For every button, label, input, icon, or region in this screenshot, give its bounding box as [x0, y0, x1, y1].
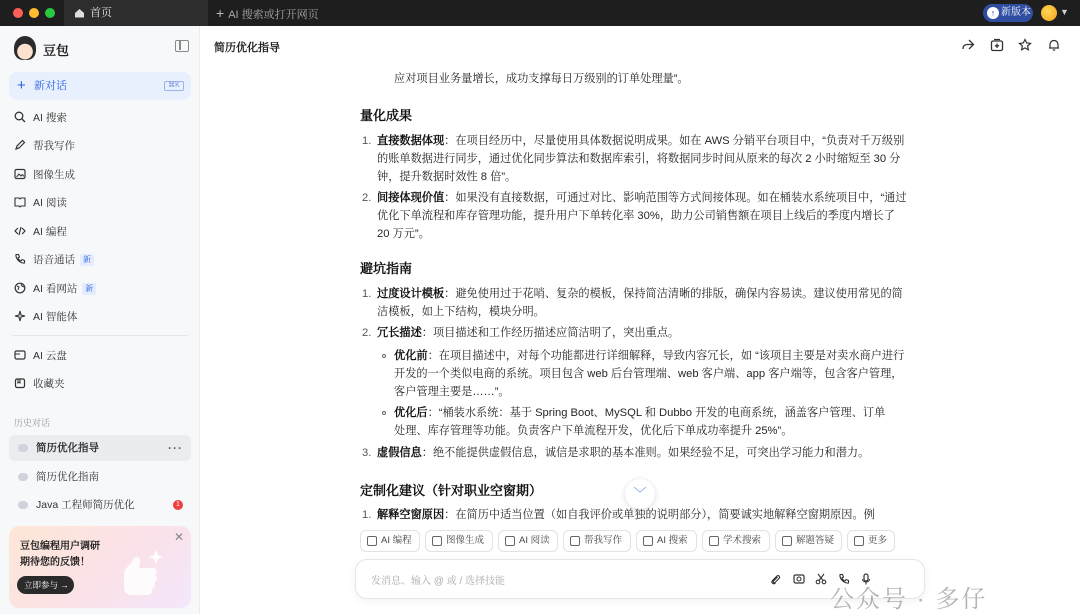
item-text: ：避免使用过于花哨、复杂的模板，保持简洁清晰的排版，确保内容易读。建议使用常见的简 — [444, 288, 903, 300]
sidebar-item-label: AI 云盘 — [33, 350, 67, 362]
item-text: 20 万元”。 — [377, 228, 430, 240]
chat-bubble-icon — [18, 501, 28, 509]
item-text: 钟，提升数据时效性 8 倍”。 — [377, 171, 517, 183]
more-options-icon[interactable]: ··· — [168, 441, 183, 455]
minimize-window-button[interactable] — [29, 8, 39, 18]
sub-list-item — [394, 404, 917, 440]
bookmark-icon — [14, 377, 26, 389]
sidebar-item-label: AI 智能体 — [33, 311, 78, 323]
skill-chip-image-gen[interactable] — [425, 530, 493, 552]
sidebar-item-label: AI 阅读 — [33, 197, 67, 209]
image-icon — [432, 536, 442, 546]
list-item — [377, 132, 917, 186]
image-upload-icon[interactable] — [793, 573, 805, 585]
history-item[interactable] — [9, 492, 191, 518]
search-icon — [643, 536, 653, 546]
sidebar-item-image-gen[interactable] — [14, 165, 75, 185]
sidebar-item-cloud-drive[interactable] — [14, 346, 67, 366]
item-text: ：“桶装水系统：基于 Spring Boot、MySQL 和 Dubbo 开发的电商系统，涵盖客户管理、订单 — [427, 407, 886, 419]
item-label: 过度设计模板 — [377, 288, 445, 300]
item-label: 虚假信息 — [377, 447, 422, 459]
sidebar-item-ai-search[interactable] — [14, 108, 67, 128]
sidebar-item-label: AI 看网站 — [33, 283, 78, 295]
skill-chip-label: 解题答疑 — [796, 535, 835, 546]
home-icon — [74, 8, 85, 18]
chat-bubble-icon — [18, 473, 28, 481]
sidebar-item-bookmarks[interactable] — [14, 374, 65, 394]
message-content — [360, 68, 920, 524]
list-number: 1. — [362, 509, 372, 521]
tab-home[interactable] — [64, 0, 208, 26]
item-label: 优化前 — [394, 350, 428, 362]
bullet — [382, 354, 386, 358]
list-item — [377, 189, 917, 243]
history-item-label: 简历优化指南 — [36, 471, 99, 483]
item-text: ：项目描述和工作经历描述应简洁明了，突出重点。 — [421, 327, 680, 339]
sidebar-item-ai-coding[interactable] — [14, 222, 67, 242]
scroll-to-bottom-button[interactable] — [625, 479, 655, 509]
chevron-down-icon[interactable]: ▼ — [1060, 7, 1069, 17]
skill-chip-ai-reading[interactable] — [498, 530, 558, 552]
main-panel — [200, 26, 1080, 614]
new-chat-label: 新对话 — [34, 80, 67, 92]
item-text: 处理、库存管理等功能。负责客户下单流程开发，优化后下单成功率提升 25%”。 — [394, 425, 793, 437]
skill-chip-label: AI 阅读 — [519, 535, 550, 546]
skill-chip-label: 学术搜索 — [723, 535, 762, 546]
tab-home-label: 首页 — [90, 7, 112, 19]
sidebar — [0, 26, 200, 614]
skill-chip-label: 帮我写作 — [584, 535, 623, 546]
star-icon[interactable] — [1018, 38, 1032, 52]
sparkle-icon — [14, 310, 26, 322]
skill-chip-label: 更多 — [868, 535, 888, 546]
divider — [12, 335, 188, 336]
item-label: 直接数据体现 — [377, 135, 445, 147]
item-text: 洁模板，如上下结构，模块分明。 — [377, 306, 545, 318]
section-heading: 量化成果 — [360, 108, 413, 123]
title-bar — [0, 0, 1080, 26]
code-icon — [14, 225, 26, 237]
promo-title: 豆包编程用户调研 — [20, 541, 100, 552]
section-heading: 避坑指南 — [360, 261, 413, 276]
book-icon — [14, 196, 26, 208]
skill-chip-ai-coding[interactable] — [360, 530, 420, 552]
graduation-cap-icon — [709, 536, 719, 546]
code-icon — [367, 536, 377, 546]
user-avatar[interactable] — [1041, 5, 1057, 21]
shortcut-hint: ⌘K — [164, 81, 184, 91]
skill-chip-more[interactable] — [847, 530, 895, 552]
bell-icon[interactable] — [1047, 38, 1061, 52]
list-item — [377, 324, 917, 342]
bullet — [382, 411, 386, 415]
sidebar-item-label: 收藏夹 — [33, 378, 65, 390]
close-window-button[interactable] — [13, 8, 23, 18]
share-icon[interactable] — [961, 38, 975, 52]
item-text: ：如果没有直接数据，可通过对比、影响范围等方式间接体现。如在桶装水系统项目中，“通过 — [444, 192, 907, 204]
thumbs-up-icon — [114, 546, 166, 600]
list-item — [377, 285, 917, 321]
add-to-folder-icon[interactable] — [990, 38, 1004, 52]
skill-chip-problem-solving[interactable] — [775, 530, 842, 552]
sidebar-item-voice-call[interactable] — [14, 250, 94, 270]
item-text: 开发的一个类似电商的系统。项目包含 web 后台管理端、web 客户端、app 客户端等，包含客户管理， — [394, 368, 903, 380]
zoom-window-button[interactable] — [45, 8, 55, 18]
list-item — [377, 444, 917, 462]
list-number: 2. — [362, 192, 372, 204]
item-label: 优化后 — [394, 407, 428, 419]
unread-badge: 1 — [173, 500, 183, 510]
new-version-button[interactable] — [983, 4, 1033, 22]
item-label: 解释空窗原因 — [377, 509, 445, 521]
list-number: 3. — [362, 447, 372, 459]
calculator-icon — [782, 536, 792, 546]
skill-chip-label: AI 搜索 — [657, 535, 688, 546]
plus-icon: + — [216, 5, 225, 21]
book-icon — [505, 536, 515, 546]
sidebar-item-label: AI 编程 — [33, 226, 67, 238]
chat-bubble-icon — [18, 444, 28, 452]
item-label: 冗长描述 — [377, 327, 422, 339]
item-text: ：在简历中适当位置（如自我评价或单独的说明部分），简要诚实地解释空窗期原因。例 — [444, 509, 875, 521]
history-item[interactable] — [9, 435, 191, 461]
plus-icon: + — [17, 77, 26, 94]
skill-chip-ai-search[interactable] — [636, 530, 697, 552]
new-tab-placeholder: AI 搜索或打开网页 — [228, 9, 319, 21]
item-label: 间接体现价值 — [377, 192, 445, 204]
sidebar-item-writing[interactable] — [14, 136, 75, 156]
history-item[interactable] — [9, 464, 191, 490]
conversation-title: 简历优化指导 — [214, 42, 280, 54]
brand-name: 豆包 — [43, 43, 70, 58]
sidebar-item-label: 语音通话 — [33, 254, 75, 266]
history-item-label: Java 工程师简历优化 — [36, 499, 135, 511]
sub-list-item — [394, 347, 917, 401]
close-icon[interactable]: ✕ — [173, 530, 184, 544]
new-tab-button[interactable] — [216, 0, 319, 26]
chevron-down-icon: ﹀ — [633, 486, 647, 501]
item-text: 优化下单流程和库存管理功能，提升用户下单转化率 30%，助力公司销售额在项目上线后的季度内增长了 — [377, 210, 895, 222]
new-version-label: 新版本 — [1001, 7, 1031, 18]
list-number: 1. — [362, 288, 372, 300]
attachment-icon[interactable] — [769, 573, 781, 585]
sidebar-item-ai-reading[interactable] — [14, 193, 67, 213]
new-badge: 新 — [82, 283, 96, 295]
message-input-placeholder: 发消息、输入 @ 或 / 选择技能 — [371, 576, 506, 587]
cloud-drive-icon — [14, 349, 26, 361]
image-icon — [14, 168, 26, 180]
item-text: 客户管理主要是……”。 — [394, 386, 510, 398]
phone-icon — [14, 253, 26, 265]
search-icon — [14, 111, 26, 123]
new-chat-button[interactable] — [9, 72, 191, 100]
new-badge: 新 — [80, 254, 94, 266]
item-text: ：绝不能提供虚假信息，诚信是求职的基本准则。如果经验不足，可突出学习能力和潜力。 — [421, 447, 870, 459]
promo-subtitle: 期待您的反馈！ — [20, 557, 90, 568]
skill-chip-academic-search[interactable] — [702, 530, 770, 552]
skill-chip-label: 图像生成 — [446, 535, 485, 546]
list-item — [377, 506, 917, 524]
join-survey-button[interactable]: 立即参与 → — [17, 576, 74, 594]
list-number: 1. — [362, 135, 372, 147]
pen-icon — [14, 139, 26, 151]
section-heading: 定制化建议（针对职业空窗期） — [360, 483, 543, 498]
sidebar-item-ai-browse[interactable] — [14, 279, 96, 299]
item-text: 的账单数据进行同步，通过优化同步算法和数据库索引，将数据同步时间从原来的每次 2 小时缩短至 30 分 — [377, 153, 901, 165]
survey-promo-card — [9, 526, 191, 608]
watermark-text: 公众号 · 多仔 — [830, 586, 988, 613]
sidebar-item-label: 帮我写作 — [33, 140, 75, 152]
skill-chip-writing[interactable] — [563, 530, 631, 552]
sidebar-item-ai-agents[interactable] — [14, 307, 77, 327]
skill-chip-label: AI 编程 — [381, 535, 412, 546]
scissors-icon[interactable] — [815, 573, 827, 585]
item-text: ：在项目描述中，对每个功能都进行详细解释，导致内容冗长，如 “该项目主要是对卖水商户进行 — [427, 350, 905, 362]
pen-icon — [570, 536, 580, 546]
item-text: ：在项目经历中，尽量使用具体数据说明成果。如在 AWS 分销平台项目中，“负责对千万级别 — [444, 135, 905, 147]
history-item-label: 简历优化指导 — [36, 442, 99, 454]
history-section-title: 历史对话 — [14, 418, 51, 428]
upgrade-icon: ↑ — [987, 7, 999, 19]
globe-icon — [14, 282, 26, 294]
sidebar-item-label: 图像生成 — [33, 169, 75, 181]
paragraph-line: 应对项目业务量增长，成功支撑每日万级别的订单处理量”。 — [394, 73, 689, 85]
sidebar-collapse-icon[interactable] — [175, 40, 189, 52]
list-number: 2. — [362, 327, 372, 339]
grid-icon — [854, 536, 864, 546]
sidebar-item-label: AI 搜索 — [33, 112, 67, 124]
doubao-logo — [14, 36, 36, 60]
